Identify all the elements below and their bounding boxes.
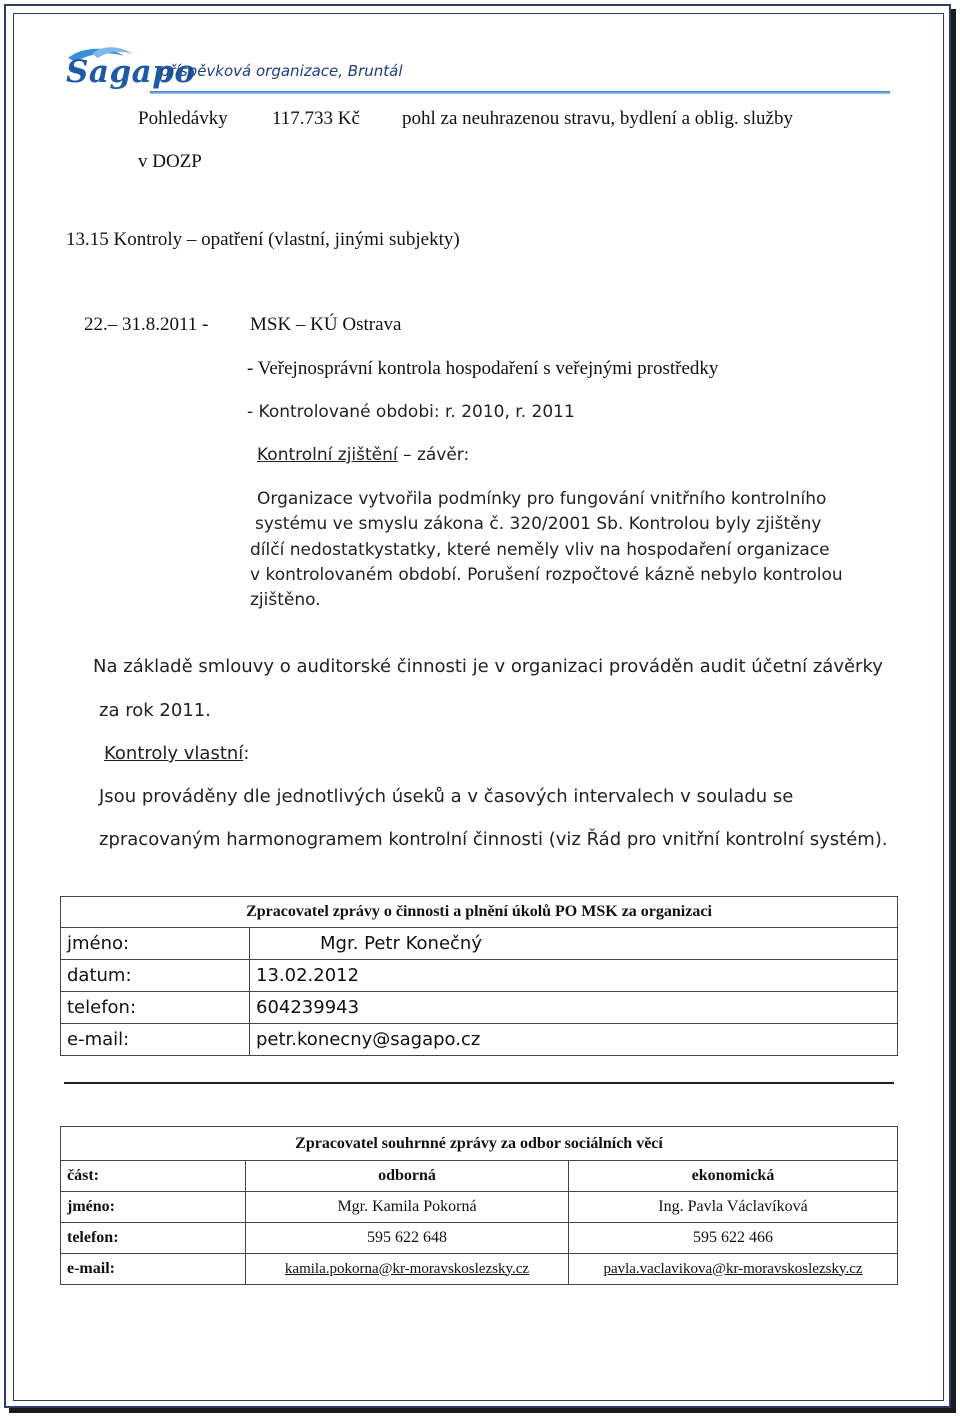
author-phone-label: telefon:: [61, 992, 250, 1024]
findings-paragraph-3: dílčí nedostatkystatky, které neměly vliv na hospodaření organizace: [250, 540, 830, 560]
author-table: [60, 896, 898, 1056]
email-link-1[interactable]: kamila.pokorna@kr-moravskoslezsky.cz: [246, 1254, 569, 1285]
inspection-dates: 22.– 31.8.2011 -: [84, 314, 209, 335]
table-row: [61, 1024, 898, 1056]
separator-rule: [64, 1082, 894, 1084]
table-row: [61, 1192, 898, 1223]
receivables-amount: 117.733 Kč: [272, 108, 360, 129]
own-controls-line-2: zpracovaným harmonogramem kontrolní činnosti (viz Řád pro vnitřní kontrolní systém).: [99, 829, 888, 850]
part-label: část:: [61, 1161, 246, 1192]
audit-line-2: za rok 2011.: [99, 700, 211, 721]
findings-paragraph-2: systému ve smyslu zákona č. 320/2001 Sb. Kontrolou byly zjištěny: [255, 514, 822, 534]
inspection-line-1: - Veřejnosprávní kontrola hospodaření s veřejnými prostředky: [247, 358, 719, 379]
author-table-header: Zpracovatel zprávy o činnosti a plnění úkolů PO MSK za organizaci: [61, 897, 898, 928]
summary-table-header: Zpracovatel souhrnné zprávy za odbor sociálních věcí: [61, 1127, 898, 1161]
findings-heading: [257, 445, 469, 465]
table-row: [61, 928, 898, 960]
findings-paragraph-5: zjištěno.: [250, 590, 321, 610]
summary-table: [60, 1126, 898, 1285]
author-date-value: 13.02.2012: [250, 960, 898, 992]
table-row: [61, 1223, 898, 1254]
author-name-value: Mgr. Petr Konečný: [250, 928, 898, 960]
receivables-description-cont: v DOZP: [138, 151, 202, 172]
author-email-value: petr.konecny@sagapo.cz: [250, 1024, 898, 1056]
phone-col-2: 595 622 466: [569, 1223, 898, 1254]
phone-label: telefon:: [61, 1223, 246, 1254]
table-row: [61, 1254, 898, 1285]
audit-line-1: Na základě smlouvy o auditorské činnosti je v organizaci prováděn audit účetní závěrky: [93, 656, 883, 677]
own-controls-label: Kontroly vlastní: [104, 743, 244, 764]
own-controls-line-1: Jsou prováděny dle jednotlivých úseků a v časových intervalech v souladu se: [99, 786, 794, 807]
receivables-label: Pohledávky: [138, 108, 228, 129]
findings-paragraph-1: Organizace vytvořila podmínky pro fungování vnitřního kontrolního: [257, 489, 827, 509]
findings-paragraph-4: v kontrolovaném období. Porušení rozpočtové kázně nebylo kontrolou: [250, 565, 843, 585]
inspection-authority: MSK – KÚ Ostrava: [250, 314, 402, 335]
table-row: [61, 1161, 898, 1192]
findings-rest: – závěr:: [397, 445, 470, 465]
name-label: jméno:: [61, 1192, 246, 1223]
section-title: 13.15 Kontroly – opatření (vlastní, jinými subjekty): [66, 229, 460, 250]
phone-col-1: 595 622 648: [246, 1223, 569, 1254]
table-row: [61, 992, 898, 1024]
receivables-description: pohl za neuhrazenou stravu, bydlení a oblig. služby: [402, 108, 793, 129]
inspection-line-2: - Kontrolované obdobi: r. 2010, r. 2011: [247, 402, 575, 422]
name-col-1: Mgr. Kamila Pokorná: [246, 1192, 569, 1223]
own-controls-colon: :: [243, 743, 250, 764]
email-link-2[interactable]: pavla.vaclavikova@kr-moravskoslezsky.cz: [569, 1254, 898, 1285]
findings-label: Kontrolní zjištění: [257, 445, 398, 465]
own-controls-heading: [104, 743, 249, 764]
email-label: e-mail:: [61, 1254, 246, 1285]
organization-name: příspěvková organizace, Bruntál: [160, 62, 403, 80]
header-rule: [150, 91, 890, 94]
author-name-label: jméno:: [61, 928, 250, 960]
author-date-label: datum:: [61, 960, 250, 992]
logo-text: Sagapo: [66, 54, 196, 90]
name-col-2: Ing. Pavla Václavíková: [569, 1192, 898, 1223]
author-email-label: e-mail:: [61, 1024, 250, 1056]
part-col-2: ekonomická: [569, 1161, 898, 1192]
table-row: [61, 960, 898, 992]
author-phone-value: 604239943: [250, 992, 898, 1024]
part-col-1: odborná: [246, 1161, 569, 1192]
